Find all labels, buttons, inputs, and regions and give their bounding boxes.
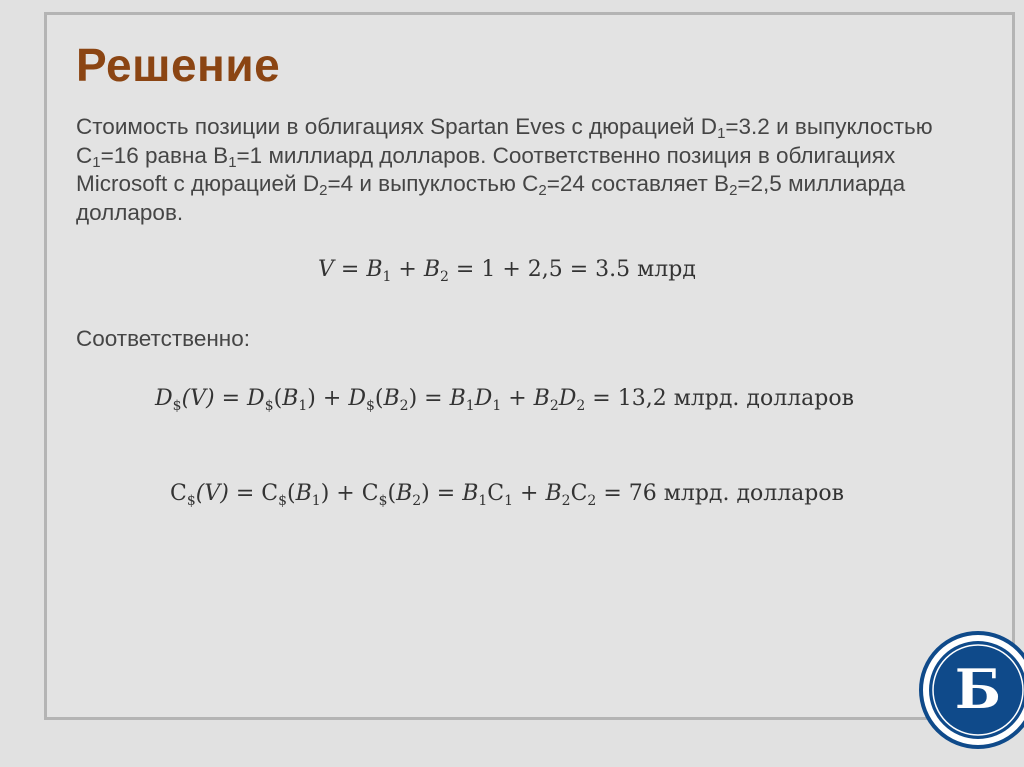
subheading: Соответственно: — [76, 326, 250, 351]
equation-convexity: $C_{\$}(V) = C_{\$}(B_1) + C_{\$}(B_2) = B_1C_1 + B_2C_2 = 76$ млрд. долларов — [170, 481, 845, 509]
equation-duration: $D_{\$}(V) = D_{\$}(B_1) + D_{\$}(B_2) = B_1D_1 + B_2D_2 = 13,2$ млрд. долларов — [155, 386, 854, 414]
logo-letter: Б — [954, 657, 1002, 721]
body-paragraph: Стоимость позиции в облигациях Spartan Eves с дюрацией $D_1=3.2$ и выпуклостью $C_1=16$ равна $B_1=1$ миллиард долларов. Соответственно позиция в облигациях Microsoft с дюрацией $D_2=4$ и выпуклостью $C_2=24$ составляет $B_2=2,5$ миллиарда долларов. — [76, 114, 933, 225]
slide-title: Решение — [76, 39, 281, 91]
equation-total-value: $V = B_1 + B_2 = 1 + 2,5 = 3.5$ млрд — [318, 257, 696, 285]
hse-logo-icon — [918, 630, 1024, 750]
